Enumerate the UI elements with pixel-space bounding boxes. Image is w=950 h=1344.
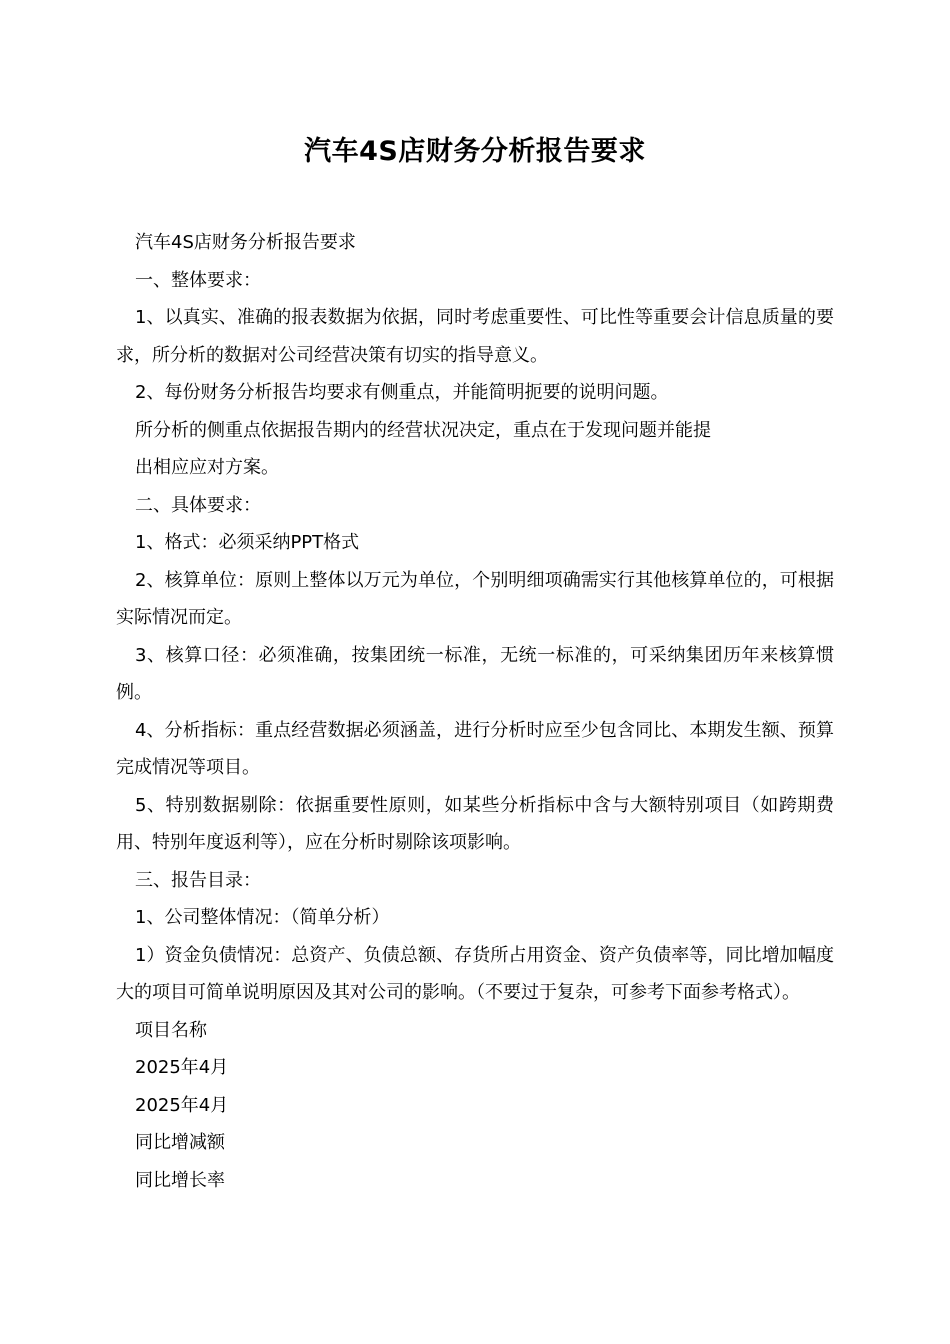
section-heading-specific: 二、具体要求： [135, 494, 261, 516]
table-header-period: 2025年4月 [135, 1094, 229, 1116]
section-heading-contents: 三、报告目录： [135, 869, 261, 891]
paragraph: 出相应应对方案。 [135, 457, 279, 478]
table-header-yoy-rate: 同比增长率 [135, 1169, 225, 1191]
paragraph: 1）资金负债情况：总资产、负债总额、存货所占用资金、资产负债率等，同比增加幅度大的项目可简单说明原因及其对公司的影响。（不要过于复杂，可参考下面参考格式）。 [116, 944, 834, 1003]
paragraph: 1、以真实、准确的报表数据为依据，同时考虑重要性、可比性等重要会计信息质量的要求，所分析的数据对公司经营决策有切实的指导意义。 [116, 307, 834, 366]
document-title: 汽车4S店财务分析报告要求 [304, 136, 646, 167]
paragraph: 2、每份财务分析报告均要求有侧重点，并能简明扼要的说明问题。 [135, 382, 669, 403]
table-header-item-name: 项目名称 [135, 1019, 207, 1041]
table-header-period: 2025年4月 [135, 1057, 229, 1078]
section-heading-overall: 一、整体要求： [135, 269, 261, 291]
paragraph: 2、核算单位：原则上整体以万元为单位，个别明细项确需实行其他核算单位的，可根据实际情况而定。 [116, 569, 834, 628]
paragraph: 5、特别数据剔除：依据重要性原则，如某些分析指标中含与大额特别项目（如跨期费用、特别年度返利等），应在分析时剔除该项影响。 [116, 794, 834, 853]
paragraph: 1、公司整体情况：（简单分析） [135, 907, 390, 928]
paragraph: 3、核算口径：必须准确，按集团统一标准，无统一标准的，可采纳集团历年来核算惯例。 [116, 644, 834, 703]
paragraph: 所分析的侧重点依据报告期内的经营状况决定，重点在于发现问题并能提 [135, 419, 711, 441]
paragraph-heading-repeat: 汽车4S店财务分析报告要求 [135, 232, 356, 253]
paragraph: 1、格式：必须采纳PPT格式 [135, 532, 360, 553]
table-header-yoy-change: 同比增减额 [135, 1132, 225, 1153]
document-body [116, 224, 834, 1199]
paragraph: 4、分析指标：重点经营数据必须涵盖，进行分析时应至少包含同比、本期发生额、预算完成情况等项目。 [116, 719, 834, 778]
